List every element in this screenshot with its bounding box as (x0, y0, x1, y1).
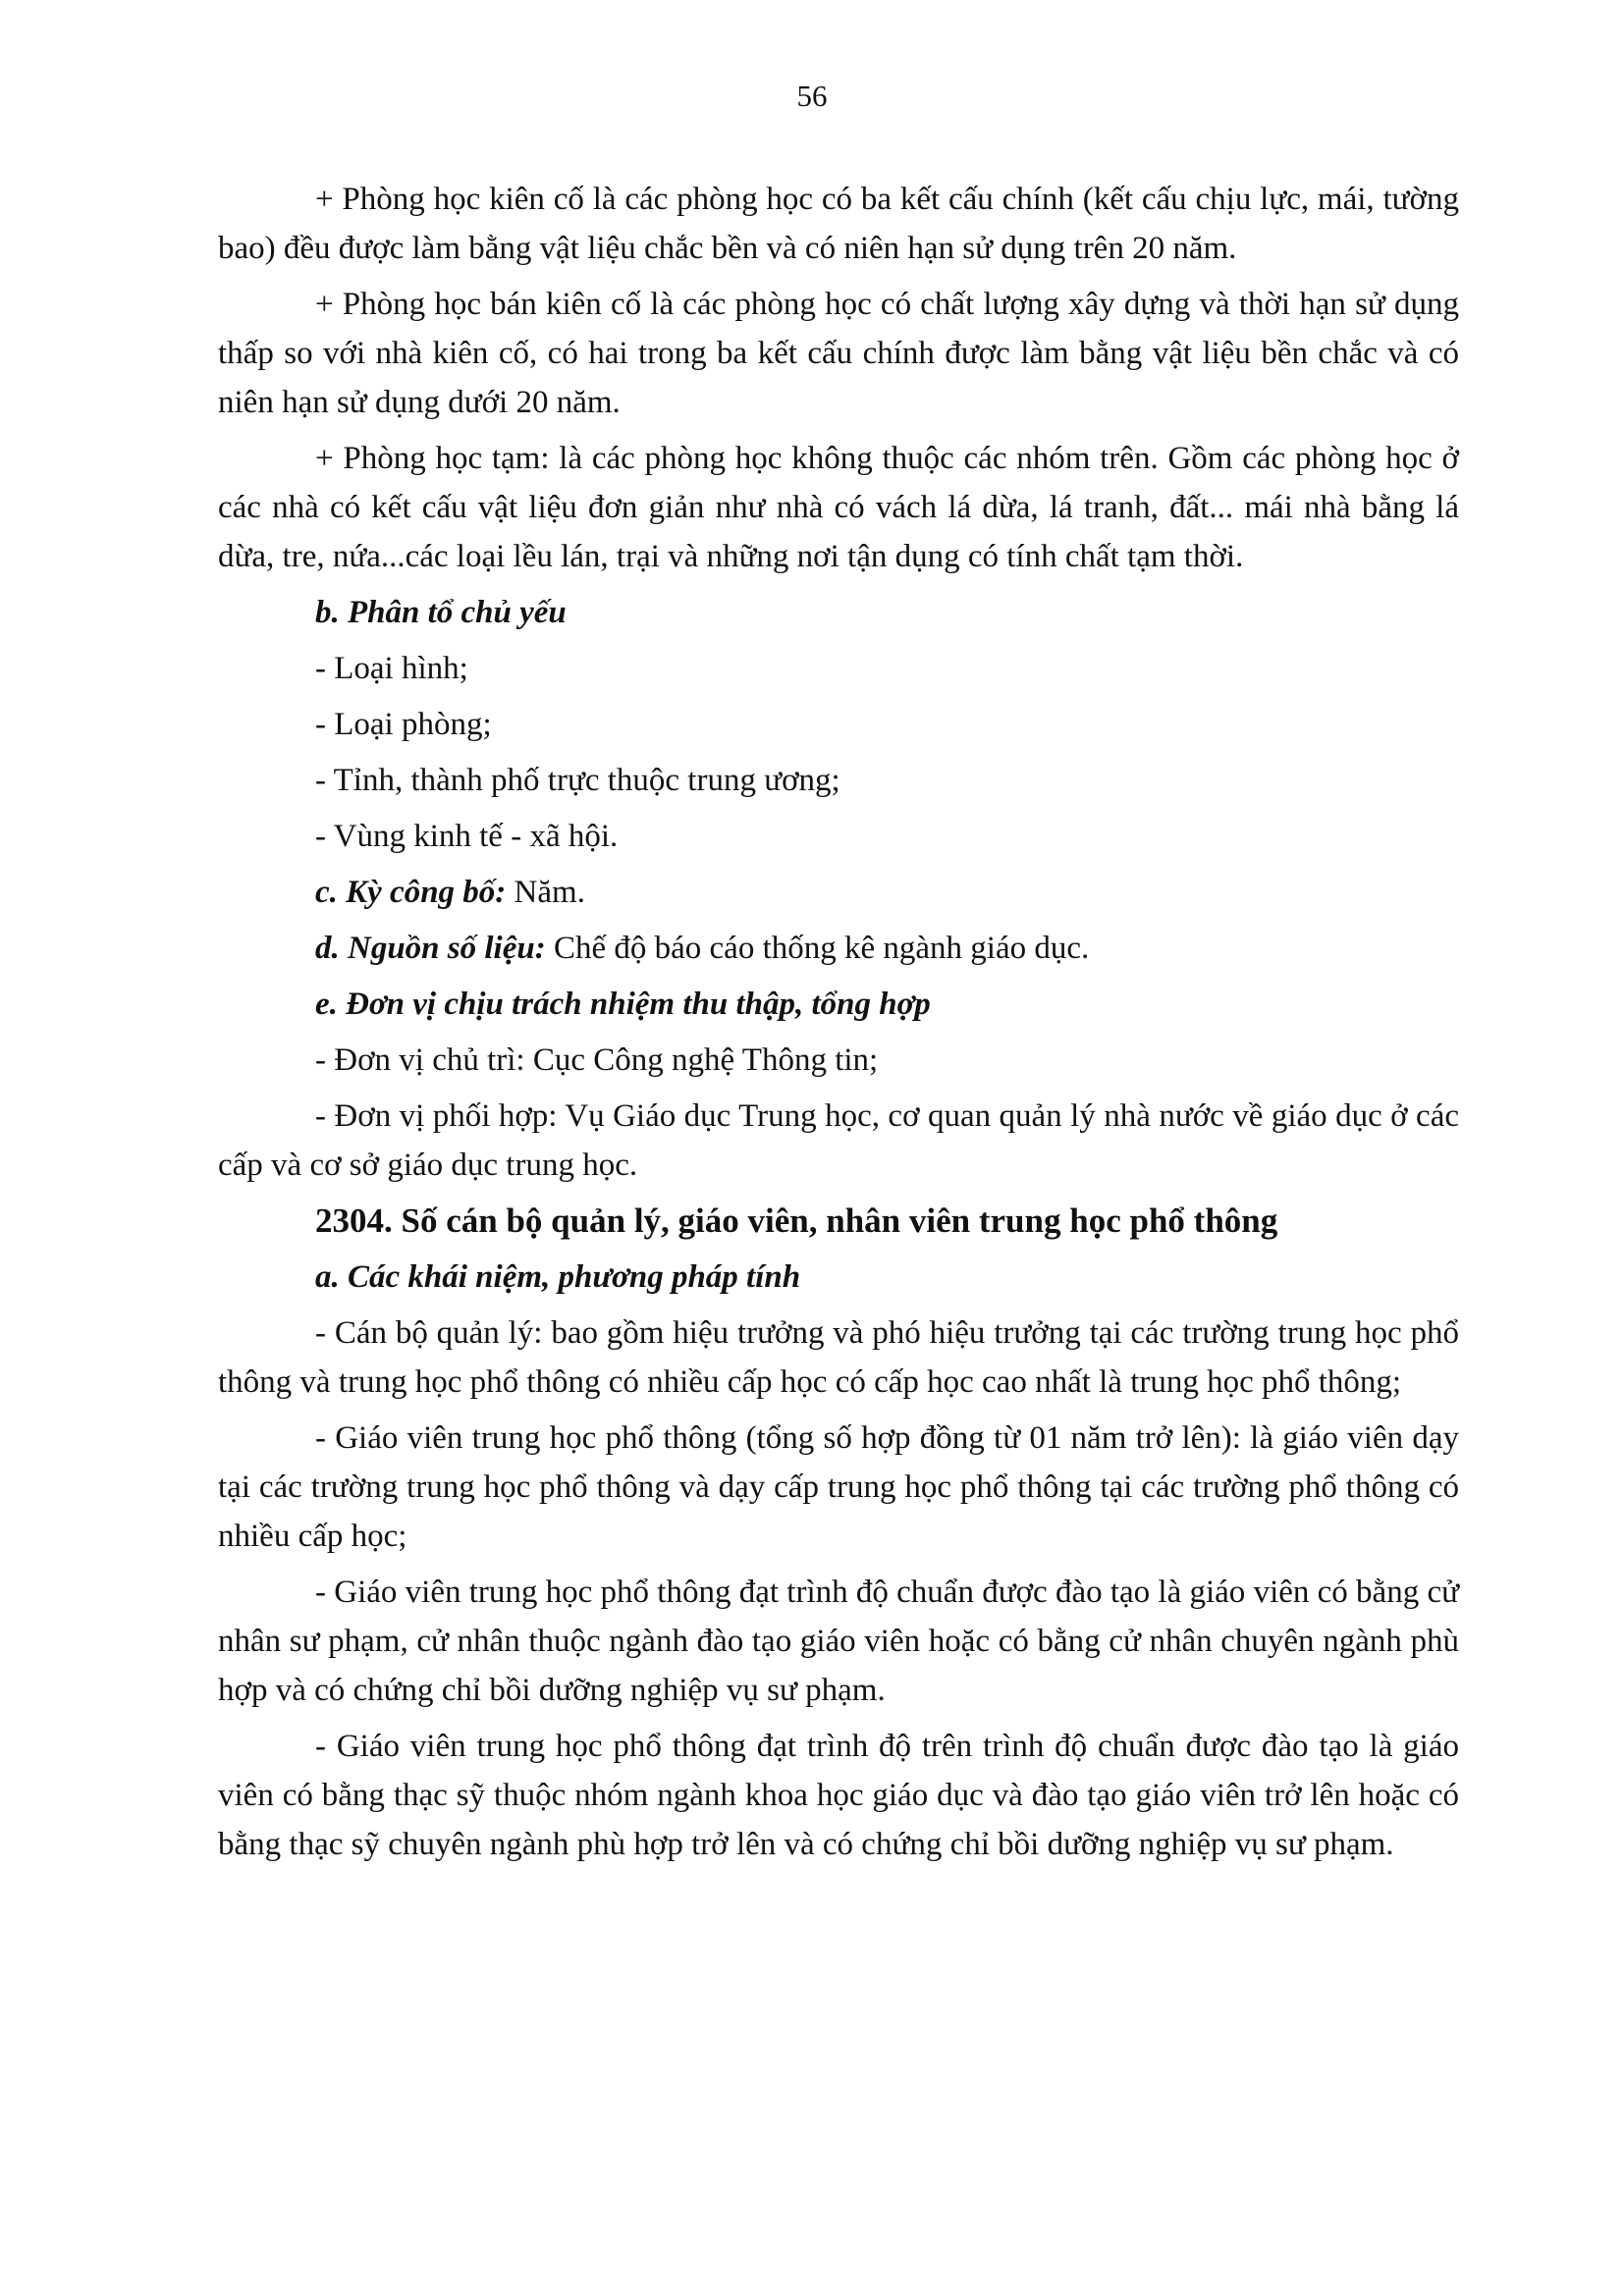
section-d-value: Chế độ báo cáo thống kê ngành giáo dục. (545, 931, 1090, 966)
document-body (218, 175, 1459, 1876)
section-e-heading: e. Đơn vị chịu trách nhiệm thu thập, tổng hợp (315, 987, 931, 1022)
definition-paragraph: - Giáo viên trung học phổ thông đạt trình độ chuẩn được đào tạo là giáo viên có bằng cử nhân sư phạm, cử nhân thuộc ngành đào tạo giáo viên hoặc có bằng cử nhân chuyên ngành phù hợp và có chứng chỉ bồi dưỡng nghiệp vụ sư phạm. (218, 1575, 1459, 1708)
paragraph-temporary-classroom: + Phòng học tạm: là các phòng học không thuộc các nhóm trên. Gồm các phòng học ở các nhà có kết cấu vật liệu đơn giản như nhà có vách lá dừa, lá tranh, đất... mái nhà bằng lá dừa, tre, nứa...các loại lều lán, trại và những nơi tận dụng có tính chất tạm thời. (218, 441, 1459, 574)
section-c-line (218, 868, 1459, 917)
definition-paragraph: - Cán bộ quản lý: bao gồm hiệu trưởng và phó hiệu trưởng tại các trường trung học phổ thông và trung học phổ thông có nhiều cấp học có cấp học cao nhất là trung học phổ thông; (218, 1315, 1459, 1400)
list-item: - Loại phòng; (315, 707, 492, 742)
definition-paragraph: - Giáo viên trung học phổ thông (tổng số hợp đồng từ 01 năm trở lên): là giáo viên dạy tại các trường trung học phổ thông và dạy cấp trung học phổ thông tại các trường phổ thông có nhiều cấp học; (218, 1420, 1459, 1554)
lead-unit: - Đơn vị chủ trì: Cục Công nghệ Thông tin; (315, 1042, 879, 1078)
coordinating-unit: - Đơn vị phối hợp: Vụ Giáo dục Trung học, cơ quan quản lý nhà nước về giáo dục ở các cấp và cơ sở giáo dục trung học. (218, 1098, 1459, 1183)
definition-paragraph: - Giáo viên trung học phổ thông đạt trình độ trên trình độ chuẩn được đào tạo là giáo viên có bằng thạc sỹ thuộc nhóm ngành khoa học giáo dục và đào tạo giáo viên trở lên hoặc có bằng thạc sỹ chuyên ngành phù hợp trở lên và có chứng chỉ bồi dưỡng nghiệp vụ sư phạm. (218, 1729, 1459, 1862)
section-c-value: Năm. (506, 875, 585, 910)
section-d-label: d. Nguồn số liệu: (315, 931, 546, 966)
section-c-label: c. Kỳ công bố: (315, 875, 507, 910)
list-item: - Loại hình; (315, 651, 468, 686)
indicator-2304-title: 2304. Số cán bộ quản lý, giáo viên, nhân viên trung học phổ thông (315, 1201, 1278, 1240)
list-item: - Tỉnh, thành phố trực thuộc trung ương; (315, 763, 840, 798)
section-b-heading: b. Phân tổ chủ yếu (315, 595, 567, 630)
section-d-line (218, 924, 1459, 973)
paragraph-semi-permanent-classroom: + Phòng học bán kiên cố là các phòng học có chất lượng xây dựng và thời hạn sử dụng thấp so với nhà kiên cố, có hai trong ba kết cấu chính được làm bằng vật liệu bền chắc và có niên hạn sử dụng dưới 20 năm. (218, 287, 1459, 420)
indicator-2304-subheading: a. Các khái niệm, phương pháp tính (315, 1259, 801, 1295)
page-number: 56 (796, 79, 828, 113)
list-item: - Vùng kinh tế - xã hội. (315, 819, 619, 854)
paragraph-permanent-classroom: + Phòng học kiên cố là các phòng học có ba kết cấu chính (kết cấu chịu lực, mái, tường bao) đều được làm bằng vật liệu chắc bền và có niên hạn sử dụng trên 20 năm. (218, 182, 1459, 266)
